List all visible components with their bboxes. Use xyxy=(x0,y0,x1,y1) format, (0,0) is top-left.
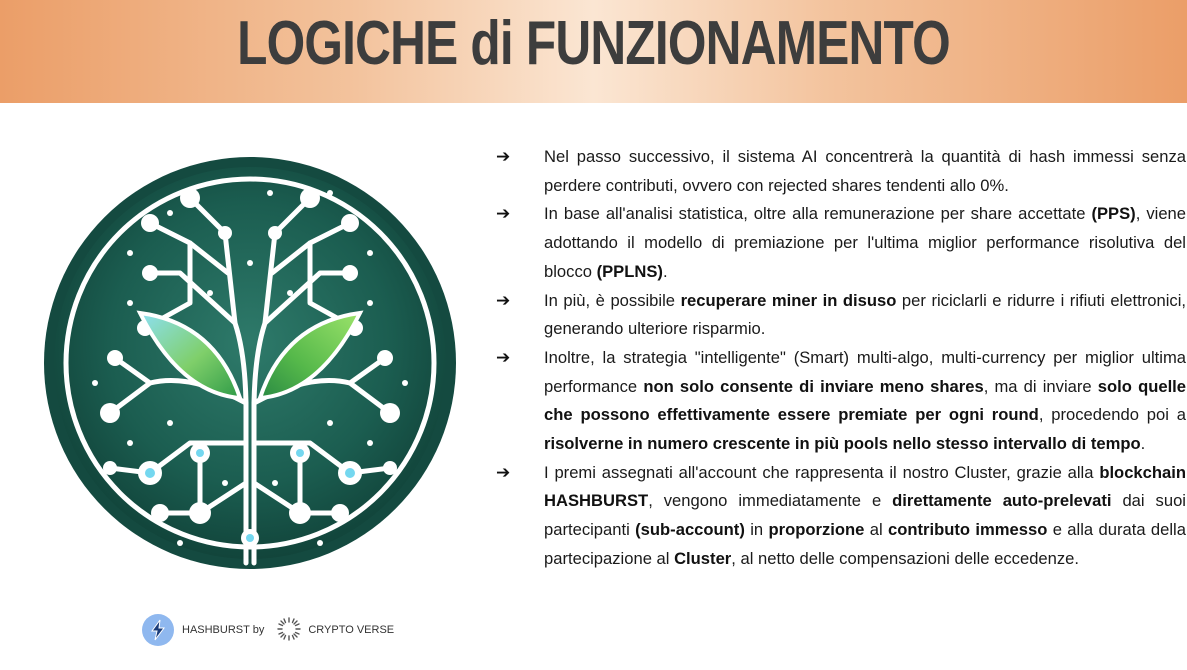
page-title: LOGICHE di FUNZIONAMENTO xyxy=(237,9,950,78)
bullet-text: , vengono immediatamente e xyxy=(648,491,893,511)
tree-circuit-logo xyxy=(40,153,460,573)
bullet-text: In base all'analisi statistica, oltre alla remunerazione per share accettate xyxy=(544,204,1092,224)
header-banner xyxy=(0,0,1187,103)
bullet-text-bold: recuperare miner in disuso xyxy=(680,290,897,310)
bullet-text-bold: proporzione xyxy=(768,520,865,540)
crypto-verse-ring-icon xyxy=(276,616,302,645)
bullet-text-bold: blockchain HASHBURST xyxy=(544,462,1186,511)
arrow-right-icon: ➔ xyxy=(496,347,511,367)
bullet-text: dai suoi partecipanti xyxy=(544,491,1186,540)
bullet-list xyxy=(496,143,1186,574)
bullet-text: Inoltre, la strategia "intelligente" (Smart) multi-algo, multi-currency per miglior ultima performance xyxy=(544,347,1186,396)
bullet-item xyxy=(496,143,1186,200)
bullet-item xyxy=(496,344,1186,459)
bullet-text-bold: (PPS) xyxy=(1091,204,1136,224)
bullet-text-bold: Cluster xyxy=(674,548,732,568)
brand-footer xyxy=(142,613,394,647)
bullet-text-bold: (PPLNS) xyxy=(596,261,663,281)
arrow-right-icon: ➔ xyxy=(496,204,511,224)
bullet-text: in xyxy=(744,520,769,540)
bullet-text: , al netto delle compensazioni delle eccedenze. xyxy=(731,548,1080,568)
bullet-text: In più, è possibile xyxy=(544,290,681,310)
bullet-text: al xyxy=(864,520,889,540)
bullet-text: , viene adottando il modello di premiazione per l'ultima miglior performance risolutiva del blocco xyxy=(544,204,1187,281)
brand-hashburst-label: HASHBURST by xyxy=(182,624,265,636)
bullet-item xyxy=(496,287,1186,344)
bullet-text-bold: non solo consente di inviare meno shares xyxy=(643,376,984,396)
bullet-text: . xyxy=(662,261,668,281)
arrow-right-icon: ➔ xyxy=(496,290,511,310)
bullet-item xyxy=(496,200,1186,286)
bullet-text: e alla durata della partecipazione al xyxy=(544,520,1186,568)
bullet-text-bold: contributo immesso xyxy=(888,520,1048,540)
brand-cryptoverse-label: CRYPTO VERSE xyxy=(308,624,395,636)
bullet-text-bold: risolverne in numero crescente in più pools nello stesso intervallo di tempo xyxy=(544,434,1141,454)
bullet-text-bold: direttamente auto-prelevati xyxy=(892,491,1112,511)
bullet-text: Nel passo successivo, il sistema AI concentrerà la quantità di hash immessi senza perdere contributi, ovvero con rejected shares tendenti allo 0%. xyxy=(544,147,1186,195)
bullet-text: . xyxy=(1140,434,1146,454)
lightning-bolt-icon xyxy=(142,614,174,646)
bullet-text: , ma di inviare xyxy=(983,376,1098,396)
bullet-text: , procedendo poi a xyxy=(1038,405,1187,425)
bullet-text: per riciclarli e ridurre i rifiuti elettronici, generando ulteriore risparmio. xyxy=(544,290,1186,339)
bullet-item xyxy=(496,459,1186,574)
arrow-right-icon: ➔ xyxy=(496,462,511,482)
bullet-text: I premi assegnati all'account che rappresenta il nostro Cluster, grazie alla xyxy=(544,462,1100,482)
bullet-text-bold: (sub-account) xyxy=(635,520,745,540)
bullet-text-bold: solo quelle che possono effettivamente essere premiate per ogni round xyxy=(544,376,1187,425)
arrow-right-icon: ➔ xyxy=(496,147,511,166)
